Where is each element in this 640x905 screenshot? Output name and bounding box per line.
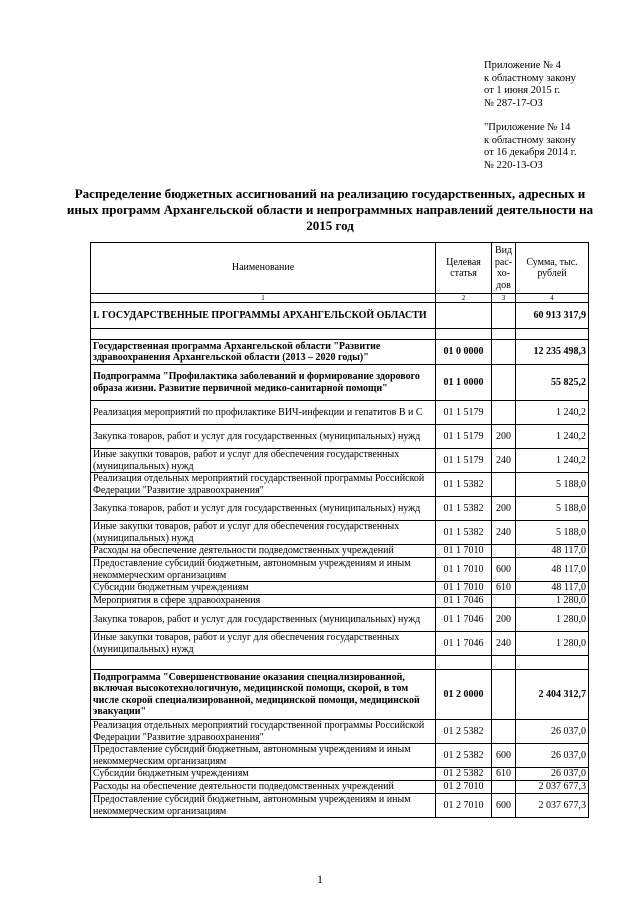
row-target: 01 2 5382	[436, 720, 492, 744]
row-type: 240	[492, 632, 516, 656]
row-sum: 48 117,0	[516, 582, 589, 595]
row-target: 01 1 7010	[436, 582, 492, 595]
header-type: Вид рас-хо-дов	[492, 243, 516, 294]
row-target: 01 0 0000	[436, 340, 492, 365]
row-name: Закупка товаров, работ и услуг для государственных (муниципальных) нужд	[91, 608, 436, 632]
budget-table	[90, 242, 589, 818]
row-target: 01 2 7010	[436, 781, 492, 794]
row-sum: 55 825,2	[516, 365, 589, 401]
row-name: Закупка товаров, работ и услуг для государственных (муниципальных) нужд	[91, 497, 436, 521]
row-type: 600	[492, 744, 516, 768]
row-type: 600	[492, 794, 516, 818]
row-sum: 48 117,0	[516, 545, 589, 558]
row-target: 01 1 7010	[436, 558, 492, 582]
page-number: 1	[317, 872, 323, 886]
table-row	[91, 632, 589, 656]
row-target: 01 1 5179	[436, 449, 492, 473]
row-name: Предоставление субсидий бюджетным, автономным учреждениям и иным некоммерческим организациям	[91, 558, 436, 582]
row-sum: 1 280,0	[516, 632, 589, 656]
column-number: 2	[436, 294, 492, 303]
header-target: Целевая статья	[436, 243, 492, 294]
table-row	[91, 449, 589, 473]
table-row	[91, 744, 589, 768]
table-row	[91, 608, 589, 632]
table-header-row	[91, 243, 589, 294]
table-row	[91, 497, 589, 521]
row-target: 01 1 7046	[436, 632, 492, 656]
row-target: 01 2 7010	[436, 794, 492, 818]
spacer-row	[91, 329, 589, 340]
row-target: 01 1 0000	[436, 365, 492, 401]
row-type	[492, 595, 516, 608]
row-type: 240	[492, 449, 516, 473]
row-name: Реализация отдельных мероприятий государственной программы Российской Федерации "Развитие здравоохранения"	[91, 473, 436, 497]
row-name: Реализация мероприятий по профилактике ВИЧ-инфекции и гепатитов В и С	[91, 401, 436, 425]
table-row	[91, 365, 589, 401]
row-type	[492, 365, 516, 401]
table-row	[91, 303, 589, 329]
row-type: 200	[492, 497, 516, 521]
appendix-line: к областному закону	[484, 134, 576, 146]
table-row	[91, 794, 589, 818]
table-row	[91, 670, 589, 720]
column-number-row	[91, 294, 589, 303]
row-sum: 1 240,2	[516, 401, 589, 425]
table-row	[91, 768, 589, 781]
row-sum: 1 280,0	[516, 608, 589, 632]
row-name: Реализация отдельных мероприятий государственной программы Российской Федерации "Развитие здравоохранения"	[91, 720, 436, 744]
row-type: 240	[492, 521, 516, 545]
row-name: Государственная программа Архангельской области "Развитие здравоохранения Архангельской области (2013 – 2020 годы)"	[91, 340, 436, 365]
row-type: 610	[492, 768, 516, 781]
row-sum: 5 188,0	[516, 473, 589, 497]
table-row	[91, 595, 589, 608]
row-target: 01 1 5382	[436, 497, 492, 521]
column-number: 4	[516, 294, 589, 303]
row-name: Закупка товаров, работ и услуг для государственных (муниципальных) нужд	[91, 425, 436, 449]
spacer-row	[91, 656, 589, 670]
row-type: 610	[492, 582, 516, 595]
appendix-line: от 1 июня 2015 г.	[484, 85, 561, 96]
row-type	[492, 473, 516, 497]
row-name: Мероприятия в сфере здравоохранения	[91, 595, 436, 608]
row-sum: 5 188,0	[516, 497, 589, 521]
appendix-line: "Приложение № 14	[484, 122, 571, 133]
row-sum: 1 240,2	[516, 425, 589, 449]
column-number: 3	[492, 294, 516, 303]
row-sum: 2 037 677,3	[516, 781, 589, 794]
row-sum: 26 037,0	[516, 768, 589, 781]
row-name: I. ГОСУДАРСТВЕННЫЕ ПРОГРАММЫ АРХАНГЕЛЬСКОЙ ОБЛАСТИ	[91, 303, 436, 329]
row-type: 200	[492, 608, 516, 632]
table-row	[91, 401, 589, 425]
row-target: 01 1 7010	[436, 545, 492, 558]
row-name: Иные закупки товаров, работ и услуг для обеспечения государственных (муниципальных) нужд	[91, 632, 436, 656]
row-type	[492, 670, 516, 720]
table-row	[91, 473, 589, 497]
row-name: Предоставление субсидий бюджетным, автономным учреждениям и иным некоммерческим организациям	[91, 744, 436, 768]
row-name: Расходы на обеспечение деятельности подведомственных учреждений	[91, 781, 436, 794]
row-sum: 1 240,2	[516, 449, 589, 473]
row-type	[492, 720, 516, 744]
row-target: 01 1 5382	[436, 473, 492, 497]
row-target: 01 1 5382	[436, 521, 492, 545]
row-target: 01 1 7046	[436, 608, 492, 632]
row-sum: 2 404 312,7	[516, 670, 589, 720]
appendix-line: к областному закону	[484, 72, 576, 84]
row-name: Субсидии бюджетным учреждениям	[91, 582, 436, 595]
row-target: 01 1 5179	[436, 425, 492, 449]
row-name: Иные закупки товаров, работ и услуг для обеспечения государственных (муниципальных) нужд	[91, 521, 436, 545]
row-target: 01 2 5382	[436, 744, 492, 768]
header-name: Наименование	[91, 243, 436, 294]
row-name: Предоставление субсидий бюджетным, автономным учреждениям и иным некоммерческим организациям	[91, 794, 436, 818]
row-name: Подпрограмма "Совершенствование оказания специализированной, включая высокотехнологичную, медицинской помощи, скорой, в том числе скорой специализированной, медицинской помощи, медицинской эвакуации"	[91, 670, 436, 720]
row-name: Иные закупки товаров, работ и услуг для обеспечения государственных (муниципальных) нужд	[91, 449, 436, 473]
appendix-line: от 16 декабря 2014 г.	[484, 147, 577, 158]
row-sum: 1 280,0	[516, 595, 589, 608]
document-title: Распределение бюджетных ассигнований на реализацию государственных, адресных и иных программ Архангельской области и непрограммных направлений деятельности на 2015 год	[66, 186, 594, 233]
appendix-line: № 287-17-ОЗ	[484, 97, 543, 109]
row-type	[492, 545, 516, 558]
table-row	[91, 582, 589, 595]
table-row	[91, 340, 589, 365]
row-name: Подпрограмма "Профилактика заболеваний и формирование здорового образа жизни. Развитие первичной медико-санитарной помощи"	[91, 365, 436, 401]
table-row	[91, 521, 589, 545]
row-target: 01 2 0000	[436, 670, 492, 720]
row-type: 200	[492, 425, 516, 449]
appendix-block	[484, 60, 576, 172]
table-row	[91, 720, 589, 744]
header-sum: Сумма, тыс. рублей	[516, 243, 589, 294]
row-target: 01 2 5382	[436, 768, 492, 781]
row-name: Расходы на обеспечение деятельности подведомственных учреждений	[91, 545, 436, 558]
table-row	[91, 558, 589, 582]
row-type	[492, 303, 516, 329]
table-row	[91, 545, 589, 558]
row-type	[492, 401, 516, 425]
row-sum: 60 913 317,9	[516, 303, 589, 329]
row-sum: 2 037 677,3	[516, 794, 589, 818]
appendix-line: Приложение № 4	[484, 60, 561, 71]
row-target: 01 1 7046	[436, 595, 492, 608]
row-sum: 5 188,0	[516, 521, 589, 545]
column-number: 1	[91, 294, 436, 303]
row-target	[436, 303, 492, 329]
row-target: 01 1 5179	[436, 401, 492, 425]
row-sum: 12 235 498,3	[516, 340, 589, 365]
table-row	[91, 425, 589, 449]
row-name: Субсидии бюджетным учреждениям	[91, 768, 436, 781]
row-type	[492, 781, 516, 794]
row-type	[492, 340, 516, 365]
row-type: 600	[492, 558, 516, 582]
row-sum: 48 117,0	[516, 558, 589, 582]
row-sum: 26 037,0	[516, 744, 589, 768]
appendix-line: № 220-13-ОЗ	[484, 159, 543, 171]
row-sum: 26 037,0	[516, 720, 589, 744]
table-row	[91, 781, 589, 794]
